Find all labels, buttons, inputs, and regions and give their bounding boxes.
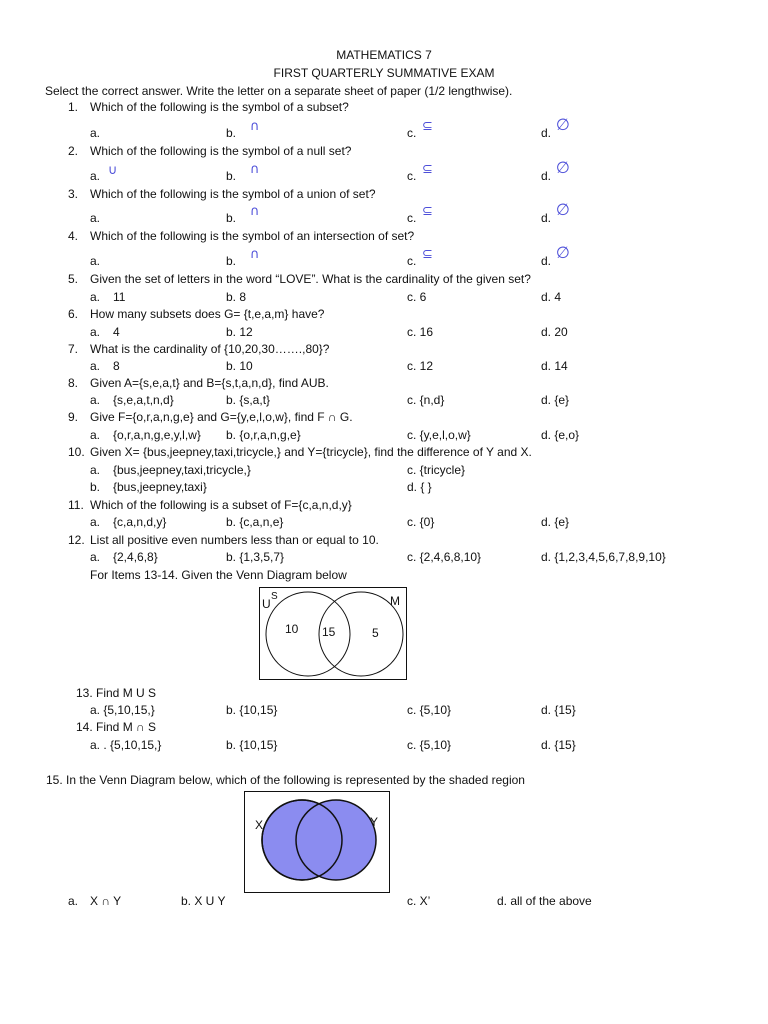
question-text: What is the cardinality of {10,20,30…….,80}?	[90, 342, 330, 356]
choice-b: b. {1,3,5,7}	[226, 550, 285, 564]
choice-c: c.	[407, 126, 417, 140]
question-number: 11.	[68, 498, 84, 512]
question-number: 2.	[68, 144, 79, 158]
choice-a: a. . {5,10,15,}	[90, 738, 162, 752]
subset-symbol-icon: ⊆	[422, 247, 433, 262]
question-number: 10.	[68, 445, 85, 459]
choice-a: a.	[90, 463, 101, 477]
question-text: Which of the following is the symbol of a subset?	[90, 100, 349, 114]
choice-a: a.	[90, 325, 101, 339]
choice-d: d. 4	[541, 290, 562, 304]
choice-a: a.	[90, 550, 101, 564]
question-text: Which of the following is the symbol of a null set?	[90, 144, 352, 158]
choice-a: a.	[90, 290, 101, 304]
choice-b: b. 12	[226, 325, 253, 339]
empty-set-symbol-icon: ∅	[556, 243, 570, 262]
choice-d: d. {e,o}	[541, 428, 580, 442]
choice-c: c. {0}	[407, 515, 435, 529]
choice-a: a.	[90, 211, 101, 225]
venn-circle-y	[296, 800, 379, 880]
choice-a: a.	[90, 254, 101, 268]
intersection-symbol-icon: ∩	[250, 204, 260, 219]
subset-symbol-icon: ⊆	[422, 204, 433, 219]
question-number: 9.	[68, 410, 79, 424]
choice-a: a.	[90, 428, 101, 442]
question-text: Which of the following is the symbol of an intersection of set?	[90, 229, 415, 243]
choice-b: b.	[90, 480, 101, 494]
choice-c: c.	[407, 211, 417, 225]
venn-diagram-shaded-box	[244, 791, 390, 893]
choice-d: d. {e}	[541, 393, 570, 407]
choice-c: c. 16	[407, 325, 434, 339]
choice-d: d. {1,2,3,4,5,6,7,8,9,10}	[541, 550, 666, 564]
choice-b: b.	[226, 126, 237, 140]
choice-c: c. X’	[407, 894, 431, 908]
question-text: Which of the following is a subset of F={c,a,n,d,y}	[90, 498, 352, 512]
choice-a-value: {2,4,6,8}	[113, 550, 158, 564]
union-symbol-icon: ∪	[108, 163, 118, 178]
question-text: Given X= {bus,jeepney,taxi,tricycle,} and Y={tricycle}, find the difference of Y and X.	[90, 445, 532, 459]
venn-label-x: X	[255, 818, 264, 832]
question-text: Which of the following is the symbol of a union of set?	[90, 187, 376, 201]
choice-c: c. {n,d}	[407, 393, 445, 407]
question-text: 15. In the Venn Diagram below, which of the following is represented by the shaded region	[46, 773, 525, 787]
question-number: 4.	[68, 229, 79, 243]
choice-d: d. { }	[407, 480, 432, 494]
choice-b: b.	[226, 254, 237, 268]
items-note: For Items 13-14. Given the Venn Diagram below	[90, 568, 347, 582]
choice-b: b. {o,r,a,n,g,e}	[226, 428, 301, 442]
choice-b: b.	[226, 169, 237, 183]
choice-a: a.	[68, 894, 79, 908]
empty-set-symbol-icon: ∅	[556, 200, 570, 219]
question-text: How many subsets does G= {t,e,a,m} have?	[90, 307, 325, 321]
choice-d: d. 20	[541, 325, 568, 339]
question-number: 1.	[68, 100, 79, 114]
choice-a-value: {bus,jeepney,taxi,tricycle,}	[113, 463, 251, 477]
choice-a-value: 8	[113, 359, 120, 373]
question-number: 3.	[68, 187, 79, 201]
choice-b: b. {10,15}	[226, 703, 278, 717]
choice-d: d.	[541, 126, 552, 140]
choice-d: d. 14	[541, 359, 568, 373]
choice-b: b. {10,15}	[226, 738, 278, 752]
choice-a: a.	[90, 169, 101, 183]
choice-d: d. {15}	[541, 738, 576, 752]
choice-c: c. 12	[407, 359, 434, 373]
exam-title: MATHEMATICS 7	[336, 48, 432, 62]
choice-d: d. {e}	[541, 515, 570, 529]
venn-label-m: M	[390, 594, 400, 608]
choice-c: c. {5,10}	[407, 738, 452, 752]
choice-a-value: {s,e,a,t,n,d}	[113, 393, 174, 407]
choice-b: b. X U Y	[181, 894, 226, 908]
subset-symbol-icon: ⊆	[422, 119, 433, 134]
choice-a-value: 11	[113, 290, 126, 304]
choice-a: a. {5,10,15,}	[90, 703, 155, 717]
intersection-symbol-icon: ∩	[250, 119, 260, 134]
question-text: 13. Find M U S	[76, 686, 157, 700]
intersection-symbol-icon: ∩	[250, 162, 260, 177]
venn-value-left: 10	[285, 622, 299, 636]
question-number: 8.	[68, 376, 79, 390]
question-number: 6.	[68, 307, 79, 321]
choice-a: a.	[90, 515, 101, 529]
venn-value-middle: 15	[322, 625, 336, 639]
question-text: Given the set of letters in the word “LOVE”. What is the cardinality of the given set?	[90, 272, 531, 286]
choice-d: d.	[541, 169, 552, 183]
venn-diagram-shaded-sets	[245, 792, 388, 891]
choice-a: a.	[90, 393, 101, 407]
subset-symbol-icon: ⊆	[422, 162, 433, 177]
choice-c: c. {2,4,6,8,10}	[407, 550, 482, 564]
question-number: 5.	[68, 272, 79, 286]
question-text: 14. Find M ∩ S	[76, 720, 156, 734]
instructions: Select the correct answer. Write the letter on a separate sheet of paper (1/2 lengthwise).	[45, 84, 513, 98]
choice-b: b.	[226, 211, 237, 225]
question-text: Given A={s,e,a,t} and B={s,t,a,n,d}, find AUB.	[90, 376, 329, 390]
choice-c: c.	[407, 169, 417, 183]
venn-label-y: Y	[370, 815, 379, 829]
choice-a-value: X ∩ Y	[90, 894, 122, 908]
choice-a-value: 4	[113, 325, 120, 339]
choice-b: b. 10	[226, 359, 253, 373]
empty-set-symbol-icon: ∅	[556, 115, 570, 134]
venn-value-right: 5	[372, 626, 379, 640]
choice-a-value: {o,r,a,n,g,e,y,l,w}	[113, 428, 201, 442]
choice-a: a.	[90, 359, 101, 373]
choice-b: b. {s,a,t}	[226, 393, 271, 407]
question-text: List all positive even numbers less than or equal to 10.	[90, 533, 379, 547]
choice-c: c. {tricycle}	[407, 463, 466, 477]
choice-b: b. 8	[226, 290, 247, 304]
choice-c: c. {5,10}	[407, 703, 452, 717]
choice-d: d.	[541, 211, 552, 225]
empty-set-symbol-icon: ∅	[556, 158, 570, 177]
choice-d: d. {15}	[541, 703, 576, 717]
choice-a-value: {c,a,n,d,y}	[113, 515, 167, 529]
intersection-symbol-icon: ∩	[250, 247, 260, 262]
question-text: Give F={o,r,a,n,g,e} and G={y,e,l,o,w}, find F ∩ G.	[90, 410, 353, 424]
choice-c: c.	[407, 254, 417, 268]
venn-label-s: S	[271, 591, 278, 602]
question-number: 7.	[68, 342, 79, 356]
choice-c: c. 6	[407, 290, 427, 304]
choice-d: d.	[541, 254, 552, 268]
choice-a: a.	[90, 126, 101, 140]
choice-b: b. {c,a,n,e}	[226, 515, 284, 529]
choice-d: d. all of the above	[497, 894, 592, 908]
question-number: 12.	[68, 533, 85, 547]
choice-c: c. {y,e,l,o,w}	[407, 428, 471, 442]
choice-b-value: {bus,jeepney,taxi}	[113, 480, 207, 494]
venn-circle-s	[266, 592, 350, 676]
exam-subtitle: FIRST QUARTERLY SUMMATIVE EXAM	[273, 66, 495, 80]
venn-label-u: U	[262, 597, 271, 611]
